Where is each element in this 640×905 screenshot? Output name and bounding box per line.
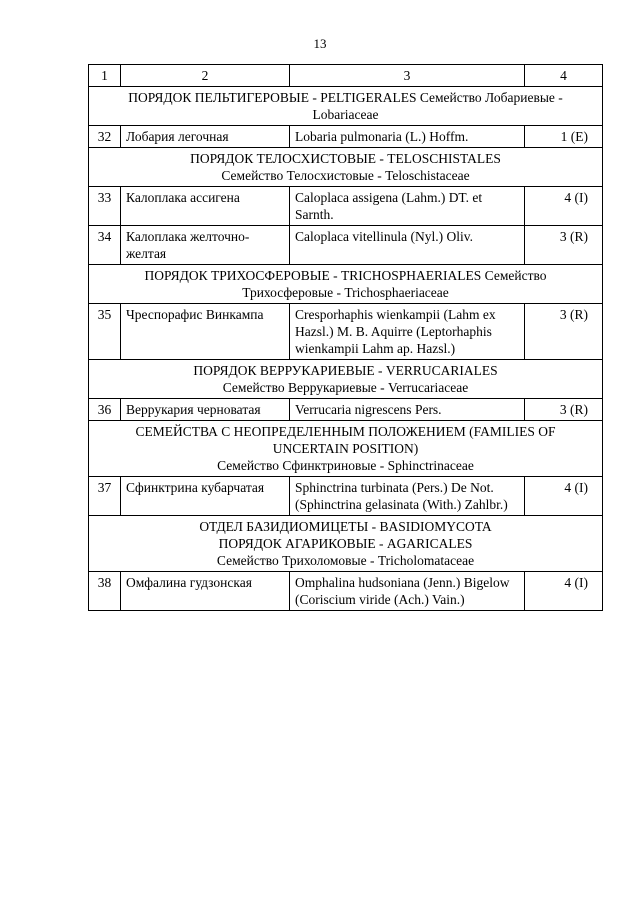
species-row (89, 304, 603, 360)
species-status: 4 (I) (525, 187, 603, 226)
species-number: 38 (89, 572, 121, 611)
species-russian-name: Омфалина гудзонская (121, 572, 290, 611)
species-russian-name: Сфинктрина кубарчатая (121, 477, 290, 516)
species-row (89, 399, 603, 421)
section-row (89, 360, 603, 399)
red-list-table (88, 64, 603, 611)
section-heading (89, 87, 603, 126)
species-russian-name: Веррукария черноватая (121, 399, 290, 421)
section-heading-line: СЕМЕЙСТВА С НЕОПРЕДЕЛЕННЫМ ПОЛОЖЕНИЕМ (FAMILIES OF (135, 424, 556, 439)
section-heading-line: Трихосферовые - Trichosphaeriaceae (242, 285, 449, 300)
section-row (89, 516, 603, 572)
header-cell-1: 1 (89, 65, 121, 87)
section-heading (89, 516, 603, 572)
section-heading-line: Семейство Трихоломовые - Tricholomataceae (216, 553, 475, 568)
section-heading (89, 265, 603, 304)
species-russian-name: Чреспорафис Винкампа (121, 304, 290, 360)
species-status: 4 (I) (525, 477, 603, 516)
section-heading-line: ПОРЯДОК ПЕЛЬТИГЕРОВЫЕ - PELTIGERALES Семейство Лобариевые - (128, 90, 563, 105)
species-row (89, 477, 603, 516)
section-row (89, 265, 603, 304)
section-heading-line: ПОРЯДОК ТЕЛОСХИСТОВЫЕ - TELOSCHISTALES (190, 151, 501, 166)
section-heading (89, 421, 603, 477)
section-row (89, 87, 603, 126)
species-number: 32 (89, 126, 121, 148)
section-heading-line: ПОРЯДОК ТРИХОСФЕРОВЫЕ - TRICHOSPHAERIALES Семейство (144, 268, 547, 283)
species-latin-name: Omphalina hudsoniana (Jenn.) Bigelow (Coriscium viride (Ach.) Vain.) (290, 572, 525, 611)
species-status: 3 (R) (525, 226, 603, 265)
species-status: 1 (E) (525, 126, 603, 148)
section-row (89, 421, 603, 477)
section-heading-line: Семейство Сфинктриновые - Sphinctrinaceae (217, 458, 474, 473)
section-heading-line: ПОРЯДОК АГАРИКОВЫЕ - AGARICALES (218, 536, 473, 551)
species-latin-name: Caloplaca assigena (Lahm.) DT. et Sarnth. (290, 187, 525, 226)
species-latin-name: Caloplaca vitellinula (Nyl.) Oliv. (290, 226, 525, 265)
section-heading-line: UNCERTAIN POSITION) (272, 441, 419, 456)
species-number: 33 (89, 187, 121, 226)
header-row (89, 65, 603, 87)
species-russian-name: Лобария легочная (121, 126, 290, 148)
species-latin-name: Verrucaria nigrescens Pers. (290, 399, 525, 421)
species-number: 35 (89, 304, 121, 360)
header-cell-3: 3 (290, 65, 525, 87)
section-heading-line: ПОРЯДОК ВЕРРУКАРИЕВЫЕ - VERRUCARIALES (193, 363, 498, 378)
species-status: 4 (I) (525, 572, 603, 611)
species-row (89, 226, 603, 265)
section-heading-line: ОТДЕЛ БАЗИДИОМИЦЕТЫ - BASIDIOMYCOTA (199, 519, 492, 534)
page-number: 13 (313, 36, 327, 51)
section-heading-line: Семейство Телосхистовые - Teloschistaceae (221, 168, 470, 183)
species-latin-name: Cresporhaphis wienkampii (Lahm ex Hazsl.) M. B. Aquirre (Leptorhaphis wienkampii Lahm ap. Hazsl.) (290, 304, 525, 360)
section-row (89, 148, 603, 187)
species-latin-name: Sphinctrina turbinata (Pers.) De Not. (Sphinctrina gelasinata (With.) Zahlbr.) (290, 477, 525, 516)
header-cell-4: 4 (525, 65, 603, 87)
species-number: 37 (89, 477, 121, 516)
section-heading-line: Семейство Веррукариевые - Verrucariaceae (222, 380, 469, 395)
species-status: 3 (R) (525, 399, 603, 421)
species-russian-name: Калоплака ассигена (121, 187, 290, 226)
section-heading-line: Lobariaceae (312, 107, 379, 122)
species-number: 36 (89, 399, 121, 421)
species-latin-name: Lobaria pulmonaria (L.) Hoffm. (290, 126, 525, 148)
species-row (89, 187, 603, 226)
species-row (89, 126, 603, 148)
section-heading (89, 360, 603, 399)
species-row (89, 572, 603, 611)
species-status: 3 (R) (525, 304, 603, 360)
species-number: 34 (89, 226, 121, 265)
header-cell-2: 2 (121, 65, 290, 87)
species-russian-name: Калоплака желточно-желтая (121, 226, 290, 265)
section-heading (89, 148, 603, 187)
